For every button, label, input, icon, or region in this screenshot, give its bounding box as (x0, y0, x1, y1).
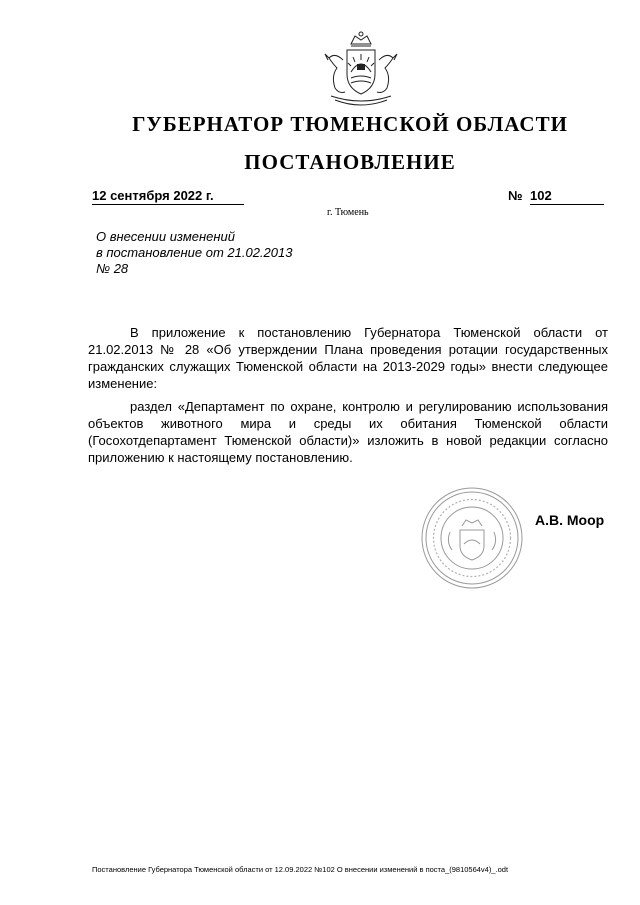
document-number: 102 (530, 187, 604, 205)
subject-line: № 28 (96, 261, 129, 276)
city-label: г. Тюмень (327, 207, 369, 218)
document-type-title: ПОСТАНОВЛЕНИЕ (244, 150, 456, 174)
number-sign: № (508, 188, 523, 203)
subject-line: О внесении изменений (96, 229, 235, 244)
subject-line: в постановление от 21.02.2013 (96, 245, 293, 260)
authority-title: ГУБЕРНАТОР ТЮМЕНСКОЙ ОБЛАСТИ (132, 112, 568, 136)
document-subject (96, 229, 356, 277)
signer-name: А.В. Моор (535, 512, 605, 528)
body-paragraph: В приложение к постановлению Губернатора Тюменской области от 21.02.2013 № 28 «Об утверждении Плана проведения ротации государственных гражданских служащих Тюменской области на 2013-2029 годы» внести следующее изменение: (88, 325, 608, 391)
document-date: 12 сентября 2022 г. (92, 187, 244, 205)
tyumen-coat-of-arms-icon (313, 30, 409, 112)
official-seal-icon (420, 486, 524, 590)
document-footer: Постановление Губернатора Тюменской области от 12.09.2022 №102 О внесении изменений в поста_(9810564v4)_.odt (92, 865, 509, 874)
body-paragraph: раздел «Департамент по охране, контролю и регулированию использования объектов животного мира и среды их обитания Тюменской области (Госохотдепартамент Тюменской области)» изложить в новой редакции согласно приложению к настоящему постановлению. (88, 399, 608, 465)
